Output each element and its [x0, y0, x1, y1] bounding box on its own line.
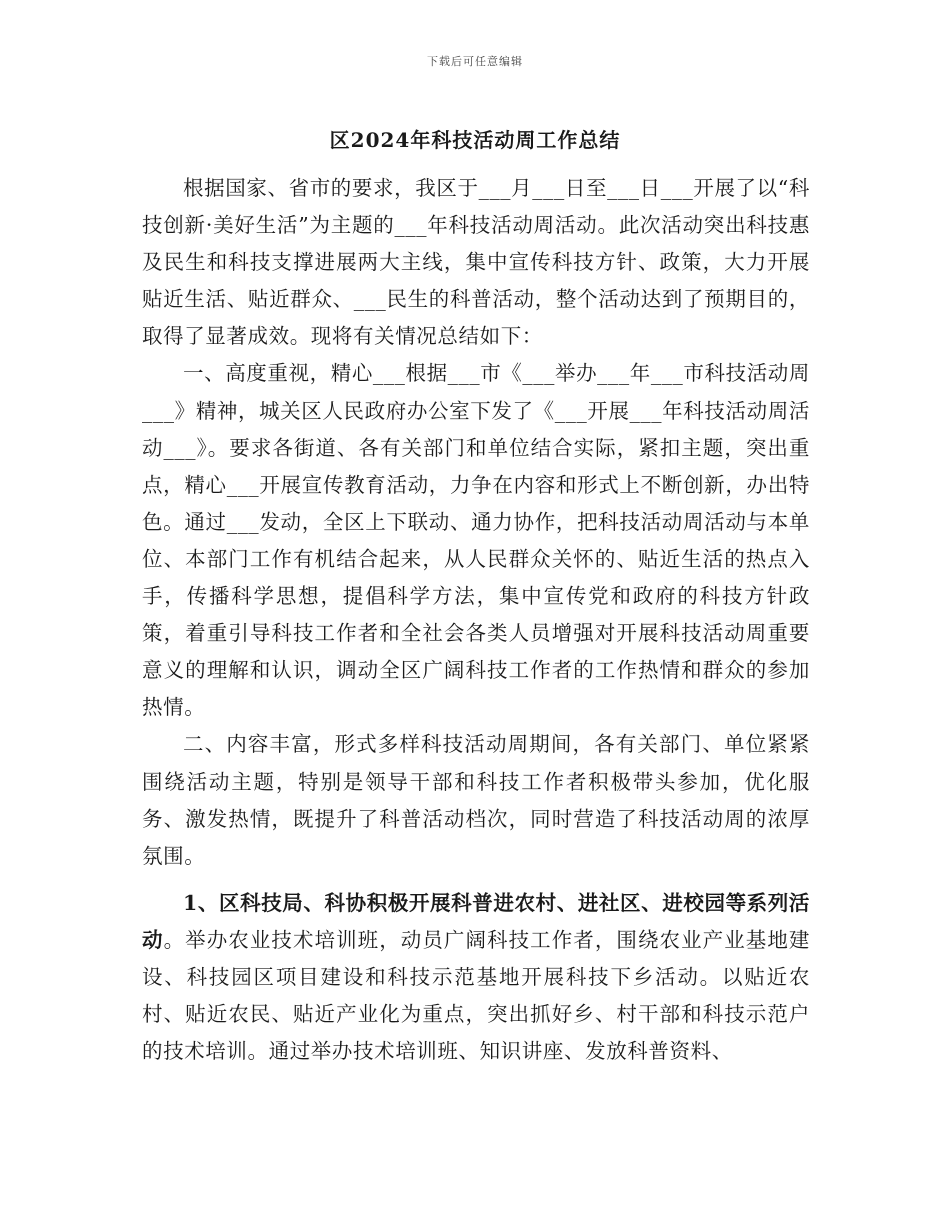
paragraph-item-1: [142, 885, 810, 1070]
paragraph-section-2: 二、内容丰富，形式多样科技活动周期间，各有关部门、单位紧紧围绕活动主题，特别是领导干部和科技工作者积极带头参加，优化服务、激发热情，既提升了科普活动档次，同时营造了科技活动周的浓厚氛围。: [142, 732, 810, 868]
document-body: [142, 170, 810, 1070]
paragraph-section-1: 一、高度重视，精心___根据___市《___举办___年___市科技活动周___》精神，城关区人民政府办公室下发了《___开展___年科技活动周活动___》。要求各街道、各有关部门和单位结合实际，紧扣主题，突出重点，精心___开展宣传教育活动，力争在内容和形式上不断创新，办出特色。通过___发动，全区上下联动、通力协作，把科技活动周活动与本单位、本部门工作有机结合起来，从人民群众关怀的、贴近生活的热点入手，传播科学思想，提倡科学方法，集中宣传党和政府的科技方针政策，着重引导科技工作者和全社会各类人员增强对开展科技活动周重要意义的理解和认识，调动全区广阔科技工作者的工作热情和群众的参加热情。: [142, 361, 810, 720]
document-title: 区2024年科技活动周工作总结: [329, 128, 621, 152]
item-1-text: 。举办农业技术培训班，动员广阔科技工作者，围绕农业产业基地建设、科技园区项目建设和科技示范基地开展科技下乡活动。以贴近农村、贴近农民、贴近产业化为重点，突出抓好乡、村干部和科技示范户的技术培训。通过举办技术培训班、知识讲座、发放科普资料、: [142, 927, 811, 1064]
paragraph-intro: 根据国家、省市的要求，我区于___月___日至___日___开展了以“科技创新·美好生活”为主题的___年科技活动周活动。此次活动突出科技惠及民生和科技支撑进展两大主线，集中宣传科技方针、政策，大力开展贴近生活、贴近群众、___民生的科普活动，整个活动达到了预期目的，取得了显著成效。现将有关情况总结如下：: [142, 176, 810, 349]
item-1-heading: 1、区科技局、科协积极开展科普进农村、进社区、进校园等系列活动: [142, 890, 810, 952]
header-note: 下载后可任意编辑: [427, 55, 523, 68]
